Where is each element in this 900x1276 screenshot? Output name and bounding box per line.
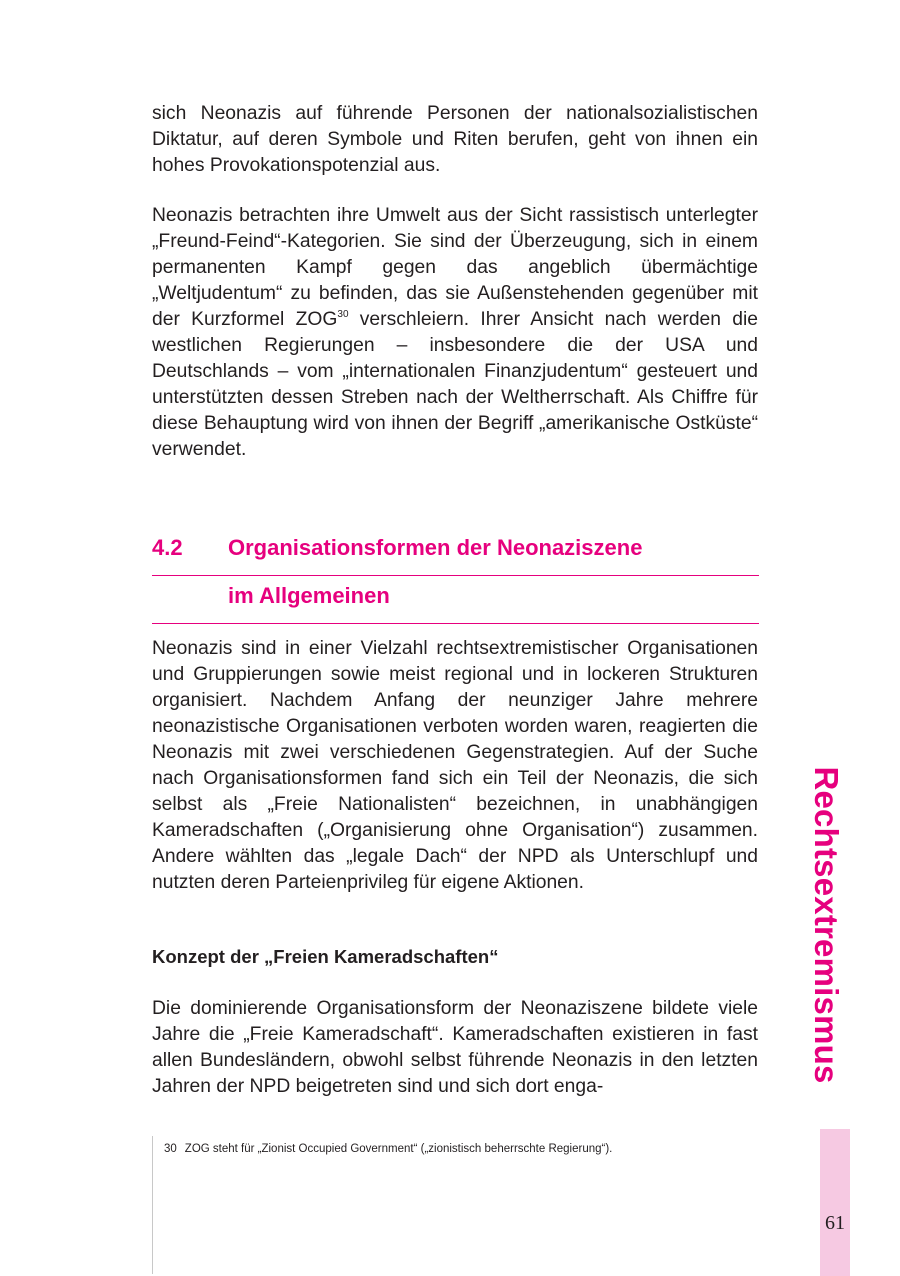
paragraph-kameradschaften: Die dominierende Organisationsform der Neonaziszene bildete viele Jahre die „Freie Kameradschaft“. Kameradschaften existieren in fast allen Bundesländern, obwohl selbst führende Neonazis in den letzten Jahren der NPD beigetreten sind und sich dort enga- <box>152 998 758 1097</box>
chapter-side-title-text: Rechtsextremismus <box>808 766 845 1084</box>
section-heading-line-1 <box>152 535 758 565</box>
heading-rule-2 <box>152 623 759 624</box>
paragraph-worldview <box>152 203 758 463</box>
intro-paragraph: sich Neonazis auf führende Personen der nationalsozialistischen Diktatur, auf deren Symbole und Riten berufen, geht von ihnen ein hohes Provokationspotenzial aus. <box>152 103 758 176</box>
footnote-number: 30 <box>164 1143 177 1155</box>
section-title-line-1: Organisationsformen der Neonaziszene <box>228 535 643 560</box>
footnote-text: ZOG steht für „Zionist Occupied Government“ („zionistisch beherrschte Regierung“). <box>184 1143 613 1155</box>
paragraph-organisation: Neonazis sind in einer Vielzahl rechtsextremistischer Organisationen und Gruppierungen sowie meist regional und in lockeren Strukturen organisiert. Nachdem Anfang der neunziger Jahre mehrere neonazistische Organisationen verboten worden waren, reagierten die Neonazis mit zwei verschiedenen Gegenstrategien. Auf der Suche nach Organisationsformen fand sich ein Teil der Neonazis, die sich selbst als „Freie Nationalisten“ bezeichnen, in unabhängigen Kameradschaften („Organisierung ohne Organisation“) zusammen. Andere wählten das „legale Dach“ der NPD als Unterschlupf und nutzten deren Parteienprivileg für eigene Aktionen. <box>152 638 758 893</box>
subheading: Konzept der „Freien Kameradschaften“ <box>152 946 499 967</box>
page-number: 61 <box>825 1212 845 1234</box>
section-number: 4.2 <box>152 535 183 560</box>
section-heading-line-2 <box>152 583 758 613</box>
footnote-separator <box>152 1136 153 1274</box>
chapter-side-title <box>806 762 846 1088</box>
paragraph-worldview-text-2: verschleiern. Ihrer Ansicht nach werden die westlichen Regierungen – insbesondere die der USA und Deutschlands – vom „internationalen Finanzjudentum“ gesteuert und unterstützten dessen Streben nach der Weltherrschaft. Als Chiffre für diese Behauptung wird von ihnen der Begriff „amerikanische Ostküste“ verwendet. <box>152 309 758 460</box>
footnote-reference[interactable]: 30 <box>337 309 349 320</box>
section-title-line-2: im Allgemeinen <box>228 583 390 608</box>
paragraph-worldview-text-1: Neonazis betrachten ihre Umwelt aus der Sicht rassistisch unterlegter „Freund-Feind“-Kategorien. Sie sind der Überzeugung, sich in einem permanenten Kampf gegen das angeblich übermächtige „Weltjudentum“ zu befinden, das sie Außenstehenden gegenüber mit der Kurzformel ZOG <box>152 205 758 330</box>
heading-rule-1 <box>152 575 759 576</box>
page-tab <box>820 1129 850 1276</box>
footnote <box>164 1141 764 1157</box>
